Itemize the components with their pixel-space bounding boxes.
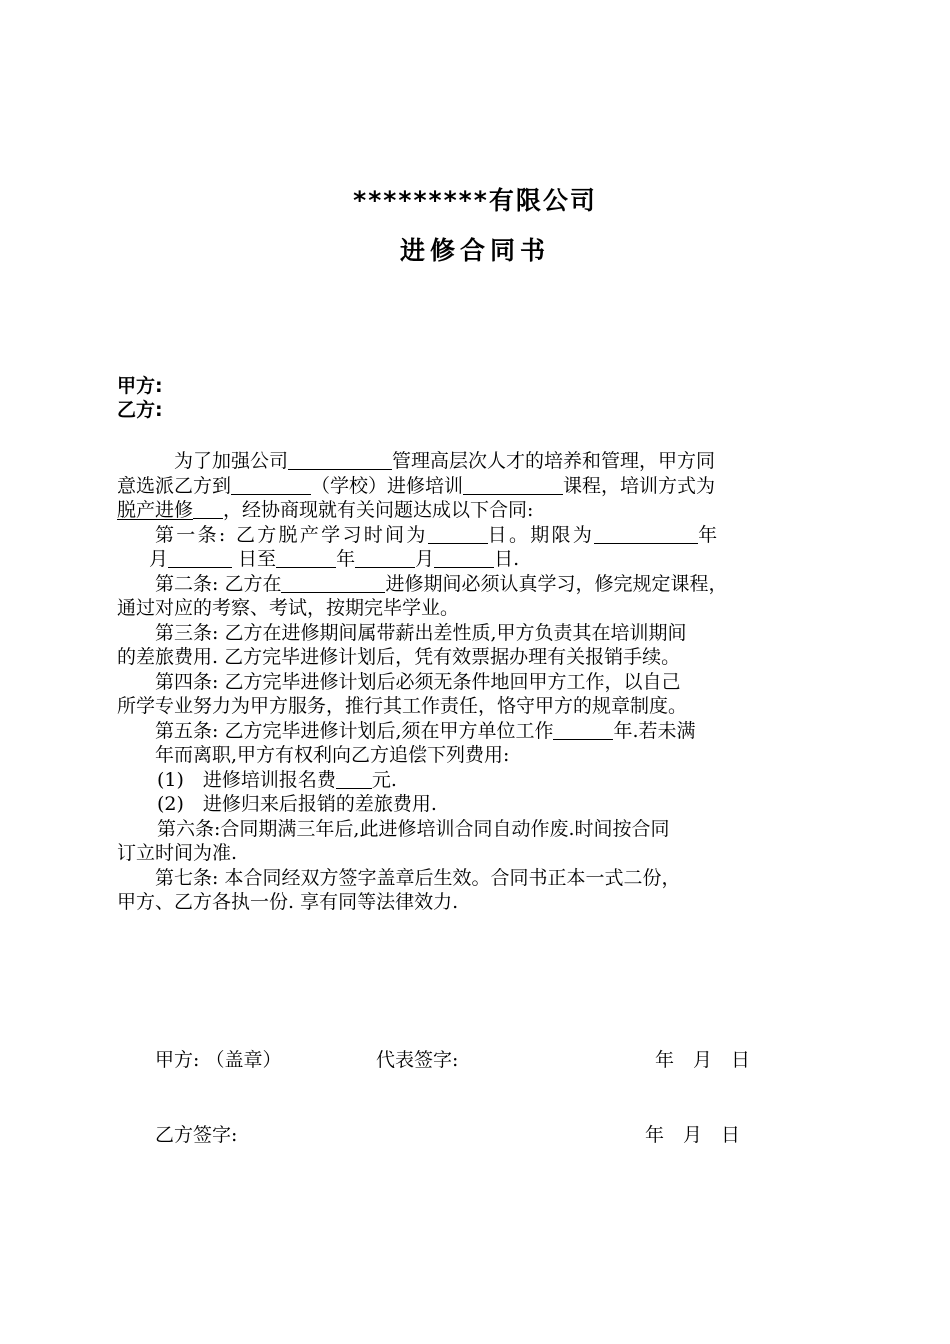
article-1-text: 年 [698,523,720,546]
blank-field[interactable] [288,450,392,470]
party-b-signature-label: 乙方签字: [155,1124,238,1146]
article-5-text: 第五条: 乙方完毕进修计划后,须在甲方单位工作 [155,719,554,742]
intro-text: ，经协商现就有关问题达成以下合同: [223,499,534,521]
article-1-text: 月 [149,548,169,570]
document-title: 进修合同书 [399,236,550,265]
article-1-text: 第一条: 乙方脱产学习时间为 [155,523,428,546]
intro-line-2 [117,474,837,499]
article-5-text: 年.若未满 [613,719,696,742]
blank-field[interactable] [281,573,385,593]
party-b-label: 乙方: [117,399,163,421]
contract-body [117,449,837,915]
blank-field[interactable] [336,769,372,789]
article-4-line-2: 所学专业努力为甲方服务，推行其工作责任，恪守甲方的规章制度。 [117,695,688,717]
intro-text: 管理高层次人才的培养和管理，甲方同 [392,450,716,472]
blank-field[interactable] [463,475,563,495]
article-1-text: 日至 [232,548,277,570]
article-2-line-1 [117,572,837,597]
party-a-label: 甲方: [117,375,163,397]
blank-field[interactable] [231,475,311,495]
intro-text: 课程，培训方式为 [563,474,716,497]
blank-field[interactable] [355,548,415,568]
article-6-line-1: 第六条:合同期满三年后,此进修培训合同自动作废.时间按合同 [157,817,670,840]
blank-field[interactable] [434,548,494,568]
blank-field[interactable] [428,524,488,544]
article-1-text: 日。期限为 [487,523,595,546]
company-title: *********有限公司 [353,186,597,215]
blank-field[interactable] [168,548,232,568]
article-2-line-2: 通过对应的考察、考试，按期完毕学业。 [117,597,460,619]
article-5-item-text: (1) 进修培训报名费 [157,768,336,791]
party-a-seal-label: 甲方: （盖章） [155,1049,282,1071]
article-7-line-1: 第七条: 本合同经双方签字盖章后生效。合同书正本一式二份， [155,866,681,889]
article-7-line-2: 甲方、乙方各执一份. 享有同等法律效力. [117,891,459,913]
party-a-date-label: 年 月 日 [655,1049,751,1071]
blank-field[interactable] [276,548,336,568]
training-mode-value: 脱产进修 [117,499,194,521]
article-3-line-1: 第三条: 乙方在进修期间属带薪出差性质,甲方负责其在培训期间 [155,621,687,644]
article-1-text: 年 [336,548,356,570]
intro-line-3 [117,498,837,523]
article-1-text: 日. [494,548,520,570]
article-5-item-text: 元. [371,768,397,791]
article-2-text: 第二条: 乙方在 [155,572,282,595]
intro-text: （学校）进修培训 [311,474,464,497]
article-3-line-2: 的差旅费用. 乙方完毕进修计划后，凭有效票据办理有关报销手续。 [117,646,681,668]
intro-line-1 [117,449,837,474]
blank-field[interactable] [594,524,698,544]
article-1-line-1 [117,523,837,548]
blank-field[interactable] [553,720,613,740]
party-b-date-label: 年 月 日 [645,1124,741,1146]
intro-text: 为了加强公司 [174,450,289,472]
article-5-line-1 [117,719,837,744]
article-1-line-2 [117,547,837,572]
article-6-line-2: 订立时间为准. [117,842,238,864]
article-4-line-1: 第四条: 乙方完毕进修计划后必须无条件地回甲方工作，以自己 [155,670,681,693]
article-1-text: 月 [415,548,435,570]
article-5-line-2: 年而离职,甲方有权利向乙方追偿下列费用: [155,744,510,766]
article-5-item-2: (2) 进修归来后报销的差旅费用. [157,793,437,815]
representative-signature-label: 代表签字: [376,1049,459,1071]
blank-field[interactable] [193,499,223,519]
article-5-item-1 [117,768,837,793]
intro-text: 意选派乙方到 [117,474,232,497]
article-2-text: 进修期间必须认真学习，修完规定课程， [385,572,728,595]
